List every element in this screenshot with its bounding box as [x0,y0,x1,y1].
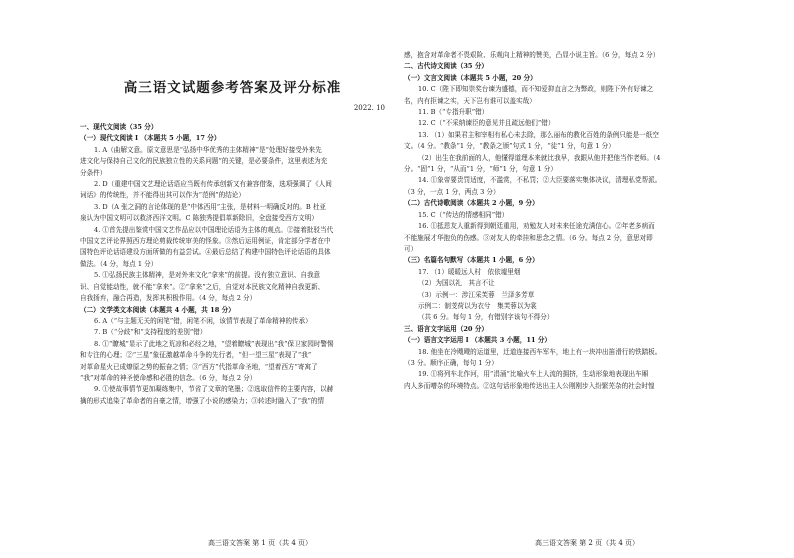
text-line: 7. B（“分歧”和“支持程度的差别”错） [94,328,207,337]
text-line: 3. D（A 张之洞的言论体现的是“中体西用”主张，是材料一明确反对的。B 杜亚 [94,202,327,211]
page-1-content [80,76,385,536]
text-line: 19. ①将列车北作河，用“涓涌”比喻火车上人流的拥挤，生动形象地表现出车厢 [418,370,649,379]
text-line: 感，抱含对革命者不畏艰险、乐观向上精神的赞美，凸显小说主旨。（6 分，每点 2 分） [404,51,660,59]
text-line: 内人多而嘈杂的环境特点。②这句话形象地传达出主人公刚刚步入纷繁芜杂的社会时惶 [404,381,655,390]
text-line: 6. A（“与主题无关的闲笔”错，闲笔不闲，该情节表现了革命精神的传承） [94,316,312,325]
text-line: 11. B（“专指升职”错） [418,108,489,117]
text-line: （三）名篇名句默写（本题共 1 小题，6 分） [404,256,539,265]
text-line: 1. A（曲解文意。原文意思是“弘扬中华优秀的主体精神”是“处理好接受外来先 [94,145,322,154]
text-line: 13. （1）如果君主和宰相有私心未去除，那么丽布的教化百姓的条例只能是一纸空 [418,130,659,139]
page-2-text [404,50,782,392]
text-line: （二）文学类文本阅读（本题共 4 小题，共 18 分） [80,305,235,314]
text-line: 做法。（4 分，每点 1 分） [80,259,158,268]
text-line: （3 分，一点 1 分，两点 3 分） [404,187,500,196]
text-line: 16. ①抵恩友人重新得到朝廷重用，劝勉友人对未来任途充满信心。②年老多病而 [418,222,655,231]
text-line: 识、自觉能动性，就不能“拿来”。②“拿来”之后，自觉对本民族文化精神自我更新、 [80,282,325,291]
text-line: 名，内有拒谏之实，天下岂有谁可以盖实哉） [404,96,536,105]
text-line: 2. D（重建中国文艺理论话语应当既有传承创新又有兼容借鉴，选项强调了《人间 [94,180,332,189]
text-line: （一）语言文字运用 I （本题共 3 小题，11 分） [404,336,552,345]
text-line: 示例二：制芰荷以为衣兮 集芙蓉以为裳 [418,301,537,310]
page-1-footer: 高三语文答案 第 1 页（共 4 页） [207,539,313,547]
text-line: （2）为国以礼 其言不让 [418,279,495,288]
document-title: 高三语文试题参考答案及评分标准 [123,80,342,96]
text-line: 15. C（“传达的情感相同”错） [418,210,509,219]
text-line: （一）现代文阅读 I （本题共 5 小题，17 分） [80,134,221,143]
text-line: 泉认为中国文明可以救济西洋文明。C 陈独秀提倡革新除旧，全盘接受西方文明） [80,214,318,223]
text-line: （2）出生在我前面的人，他懂得道理本来就比我早，我跟从他并把他当作老师。（4 [418,153,661,162]
text-line: （二）古代诗歌阅读（本题共 2 小题，9 分） [404,199,539,208]
text-line: 分。“固”1 分，“从而”1 分，“师”1 分，句意 1 分） [404,165,557,174]
page-2-footer: 高三语文答案 第 2 页（共 4 页） [534,539,640,547]
page-1-text [80,122,385,407]
text-line: 分条件） [80,168,107,177]
text-line: 中国文艺评论界照西方理论剪裁传统审美的怪象。③然后运用例证，肯定部分学者在中 [80,237,331,246]
text-line: 三、语言文字运用（20 分） [404,324,489,333]
text-line: “我”对革命的神圣使命感和必胜的信念。（6 分，每点 2 分） [80,373,257,382]
text-line: 二、古代诗文阅读（35 分） [404,62,489,71]
text-line: （3 分。顺序正确，每句 1 分） [404,358,498,367]
text-line: （一）文言文阅读（本题共 5 小题，20 分） [404,73,537,82]
text-line: 12. C（“不采纳谏臣的意见并且疏远他们”错） [418,119,555,128]
text-line: 进文化与保持自己文化的民族独立性的关系问题”的关键，是必要条件，这里表述为充 [80,157,328,166]
text-line: 对革命星火已成燎原之势的振奋之情；③“西方”代指革命圣地，“望着西方”寄寓了 [80,362,318,371]
text-line: 和专注的心理；②“三星”象征激越革命斗争的先行者，“但一望三星”表现了“我” [80,351,312,360]
text-line: 14. ①象帝要贵罚适度，不滥赏，不私罚；②大臣要落实集体决议，清理私党帮派。 [418,176,662,185]
text-line: 擒的形式追染了革命者的自豪之情，增强了小说的感染力；③转述时融入了“我”的情 [80,396,325,405]
text-line: 4. ①首先提出鉴赏中国文艺作品应以中国理论话语为主体的观点。②接着批驳当代 [94,225,334,234]
text-line: 18. 他坐在冷飕飕的运道里，迁道连接西车军车，地上有一块冲出笛滑行的铁踏板。 [418,347,662,356]
page-2-content [404,50,782,534]
text-line: 8. ①“瞭城”显示了此地之荒凉和必经之地，“望着瞭城”表现出“我”保卫家园时警惕 [94,339,334,348]
text-line: （共 6 分。每句 1 分，有错别字该句不得分） [418,313,554,322]
text-line: 9. ①使故事情节更加凝练集中，节省了文章的笔墨；②选取信件的主要内容，以赫 [94,385,334,394]
document-date: 2022. 10 [353,104,385,112]
text-line: 国特色评论话语建设方面所做的有益尝试。④最后总结了构建中国特色评论话语的具体 [80,248,331,257]
text-line: 10. C（陛下即知崇奖台谏为盛德，而不知爱抑直言之为弊政，则陛下外有好谏之 [418,85,654,94]
text-line: 17. （1）暖暖远人村 依依墟里烟 [418,267,521,276]
answer-page-2 [397,0,794,558]
text-line: 不能施展才华抱负的伤感。③对友人的牵挂和思念之情。（6 分。每点 2 分，意思对即 [404,233,653,242]
text-line: （3）示例一：涉江采芙蓉 兰泽多芳草 [418,290,535,299]
text-line: 可） [404,244,418,253]
text-line: 5. ①弘扬民族主体精神，是对外来文化“拿来”的前提。没有独立意识、自我意 [94,271,321,280]
text-line: 词话》的传统性，并不能得出其可以作为“范例”的结论） [80,191,245,200]
text-line: 自我扬弃，融合再造，发挥其积极作用。（4 分，每点 2 分） [80,294,257,303]
text-line: 一、现代文阅读（35 分） [80,123,158,131]
text-line: 文。（4 分。“教条”1 分，“教条之颁”句式 1 分，“徒”1 分，句意 1 分） [404,142,615,151]
